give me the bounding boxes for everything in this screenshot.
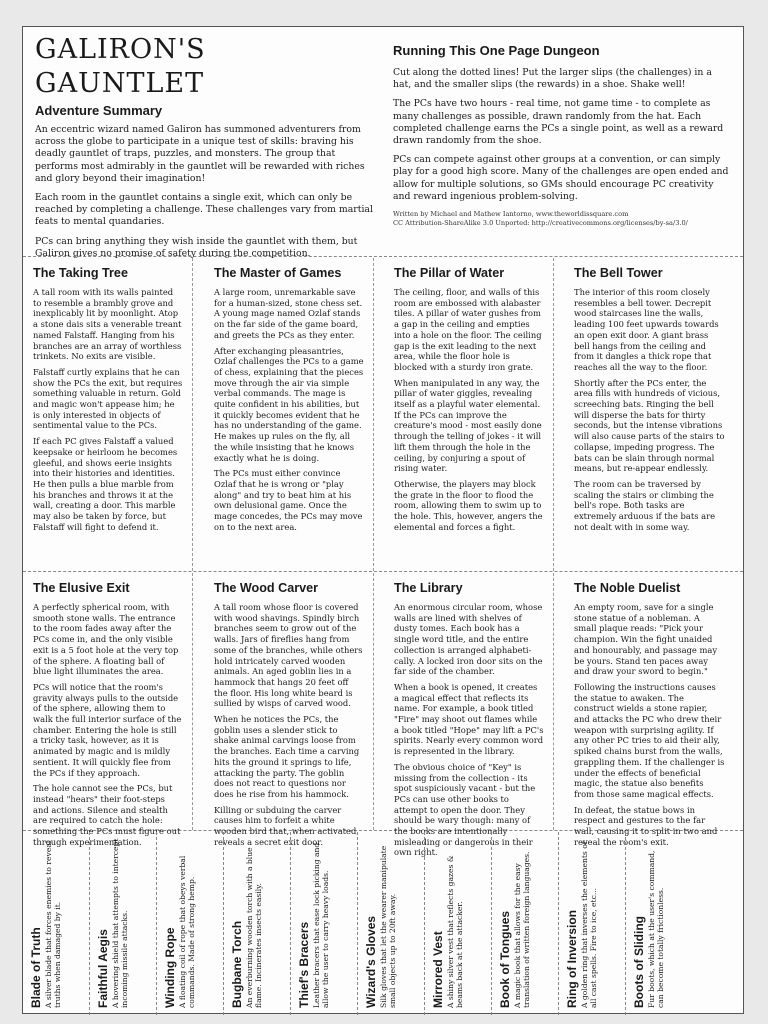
challenge-text: The interior of this room closely resembles a bell tower. Decrepit wood staircases line the walls, leading 100 feet upwards towards an open exit door. A giant brass bell hangs from the ceiling and from it dangles a thick rope that reaches all the way to the floor. — [574, 287, 719, 372]
challenge-text: When a book is opened, it creates a magical effect that reflects its name. For example, a book titled "Fire" may shoot out flames while a book titled "Hope" may lift a PC's spirits. Nearly every common word is represented in the library. — [394, 681, 544, 757]
challenge-card — [564, 258, 734, 571]
challenge-text: The room can be traversed by scaling the stairs or climbing the bell's rope. Both tasks are extremely arduous if the bats are not dealt with in some way. — [574, 478, 716, 532]
reward-description: Silk gloves that let the wearer manipulate small objects up to 20ft away. — [379, 845, 398, 1008]
running-instructions — [393, 33, 733, 227]
running-paragraph: PCs can compete against other groups at a convention, or can simply play for a good high score. Many of the challenges are open ended and allow for multiple solutions, so GMs should encourage PC creativity and reward ingenious problem-solving. — [393, 154, 729, 202]
challenge-text: When he notices the PCs, the goblin uses a slender stick to shake animal carvings loose from the branches. Each time a carving hits the ground it springs to life, attacking the party. The goblin does not react to questions nor does he rise from his hammock. — [214, 714, 360, 799]
reward-slip — [291, 832, 358, 1015]
challenge-title: The Wood Carver — [214, 581, 319, 595]
page-title: GALIRON'S GAUNTLET — [35, 34, 206, 99]
reward-slip — [90, 832, 157, 1015]
challenge-title: The Elusive Exit — [33, 581, 130, 595]
reward-slip — [358, 832, 425, 1015]
reward-description: A hovering shield that attempts to intercept incoming missile attacks. — [111, 838, 130, 1008]
challenge-title: The Taking Tree — [33, 266, 128, 280]
running-paragraph: Cut along the dotted lines! Put the larger slips (the challenges) in a hat, and the smaller slips (the rewards) in a shoe. Shake well! — [393, 67, 712, 91]
challenge-text: The ceiling, floor, and walls of this room are embossed with alabaster tiles. A pillar of water gushes from a gap in the ceiling and empties into a hole on the floor. The ceiling gap is the exit leading to the next area, while the floor hole is blocked with a sturdy iron grate. — [394, 287, 542, 372]
reward-slip-content — [431, 838, 465, 1008]
challenge-title: The Noble Duelist — [574, 581, 681, 595]
reward-slip-content — [632, 838, 666, 1008]
challenge-text: Falstaff curtly explains that he can show the PCs the exit, but requires something valuable in return. Gold and magic won't appease him; he is only interested in objects of sentimental value to the PCs. — [33, 366, 183, 431]
challenge-title: The Bell Tower — [574, 266, 663, 280]
challenge-card — [384, 258, 554, 571]
reward-description: Fur boots, which at the user's command, can become totally frictionless. — [647, 850, 666, 1008]
challenge-card — [204, 573, 374, 847]
reward-slip-content — [565, 838, 599, 1008]
challenge-card — [204, 258, 374, 571]
reward-slip — [224, 832, 291, 1015]
challenge-text: The PCs must either convince Ozlaf that he is wrong or "play along" and try to beat him at his own delusional game. Once the mage concedes, the PCs may move on to the next area. — [214, 468, 363, 532]
reward-name: Winding Rope — [163, 927, 177, 1008]
reward-description: A silver blade that forces enemies to reveal truths when damaged by it. — [44, 840, 63, 1008]
challenge-text: The obvious choice of "Key" is missing from the collection - its spot suspiciously vacant - but the PCs can use other books to attempt to open the door. They should be wary though: many of the books are intentionally misleading or dangerous in their own right. — [394, 761, 536, 858]
header-section — [23, 27, 743, 257]
challenge-card — [384, 573, 554, 858]
reward-name: Book of Tongues — [498, 910, 512, 1008]
reward-name: Thief's Bracers — [297, 921, 311, 1008]
reward-slip — [157, 832, 224, 1015]
reward-slip-content — [163, 838, 197, 1008]
challenge-text: If each PC gives Falstaff a valued keepsake or heirloom he becomes gleeful, and shows eerie insights into their histories and identities. He then pulls a blue marble from his branches and throws it at the wall, creating a door. This marble may also be taken by force, but Falstaff will fight to defend it. — [33, 436, 178, 532]
challenge-text: PCs will notice that the room's gravity always pulls to the outside of the sphere, allowing them to walk the full interior surface of the chamber. Entering the hole is still a tricky task, however, as it is animated by magic and is mildly sentient. It will quickly flee from the PCs if they approach. — [33, 681, 182, 778]
summary-paragraph: An eccentric wizard named Galiron has summoned adventurers from across the globe to participate in a unique test of skills: braving his deadly gauntlet of traps, puzzles, and monsters. The group that performs most admirably in the gauntlet will be rewarded with riches and glory beyond their imagination! — [35, 124, 365, 184]
reward-description: Leather bracers that ease lock picking and allow the user to carry heavy loads. — [312, 842, 331, 1008]
challenge-title: The Master of Games — [214, 266, 342, 280]
reward-slip — [23, 832, 90, 1015]
reward-description: A golden ring that inverses the elements of all cast spells. Fire to ice, etc... — [580, 841, 599, 1008]
challenge-text: An enormous circular room, whose walls are lined with shelves of dusty tomes. Each book has a single word title, and the entire collection is arranged alphabeti-cally. A locked iron door sits on the far side of the chamber. — [394, 602, 543, 677]
author-credit: Written by Michael and Mathew Iantorno, www.theworldissquare.com — [393, 210, 629, 219]
reward-slip-content — [96, 838, 130, 1008]
reward-slip — [492, 832, 559, 1015]
reward-name: Ring of Inversion — [565, 909, 579, 1008]
summary-paragraph: Each room in the gauntlet contains a single exit, which can only be reached by completing a challenge. These challenges vary from martial feats to mental quandaries. — [35, 192, 373, 228]
reward-description: A magic book that allows for the easy translation of written foreign languages. — [513, 851, 532, 1008]
reward-slip-content — [297, 838, 331, 1008]
reward-slip-content — [230, 838, 264, 1008]
challenge-title: The Pillar of Water — [394, 266, 505, 280]
challenge-text: A perfectly spherical room, with smooth stone walls. The entrance to the room fades away after the PCs come in, and the only visible exit is a 5 foot hole at the very top of the sphere. A floating ball of blue light illuminates the area. — [33, 602, 179, 677]
reward-slip — [559, 832, 626, 1015]
adventure-summary — [35, 33, 375, 267]
running-paragraph: The PCs have two hours - real time, not game time - to complete as many challenges as possible, drawn randomly from the hat. Each completed challenge earns the PCs a single point, as well as a reward drawn randomly from the shoe. — [393, 98, 724, 147]
challenge-text: After exchanging pleasantries, Ozlaf challenges the PCs to a game of chess, explaining that the pieces move through the air via simple verbal commands. The mage is quite confident in his abilities, but it quickly becomes evident that he has no understanding of the game. He makes up rules on the fly, all the while insisting that he knows exactly what he is doing. — [214, 345, 364, 463]
challenge-text: Following the instructions causes the statue to awaken. The construct wields a stone rapier, and attacks the PC who drew their weapon with surprising agility. If any other PC tries to aid their ally, spiked chains burst from the walls, grappling them. If the challenger is under the effects of beneficial magic, the statue also benefits from those same magical effects. — [574, 681, 725, 799]
reward-name: Wizard's Gloves — [364, 915, 378, 1008]
reward-name: Mirrored Vest — [431, 931, 445, 1008]
reward-name: Boots of Sliding — [632, 916, 646, 1008]
challenge-card — [23, 573, 193, 847]
challenge-text: An empty room, save for a single stone statue of a nobleman. A small plaque reads: "Pick your champion. Win the fight unaided and honourably, and passage may be yours. Stand ten paces away and draw your sword to begin." — [574, 602, 718, 677]
challenge-text: Killing or subduing the carver causes him to forfeit a white wooden bird that, when activated, reveals a secret exit door. — [214, 804, 359, 847]
reward-name: Faithful Aegis — [96, 929, 110, 1008]
reward-description: A shiny silver vest that reflects gazes & beams back at the attacker. — [446, 855, 465, 1008]
challenge-row-2 — [23, 573, 743, 858]
challenge-card — [564, 573, 734, 847]
summary-heading: Adventure Summary — [35, 103, 163, 118]
summary-paragraph: PCs can bring anything they wish inside the gauntlet with them, but Galiron gives no promise of safety during the competition. — [35, 235, 358, 259]
reward-slip — [626, 832, 745, 1015]
reward-name: Blade of Truth — [29, 927, 43, 1008]
challenge-text: Shortly after the PCs enter, the area fills with hundreds of vicious, screeching bats. Ringing the bell will disperse the bats for thirty seconds, but the intense vibrations will also cause parts of the stairs to collapse, impeding progress. The bats can be slain through normal means, but re-appear endlessly. — [574, 377, 725, 474]
challenge-text: A large room, unremarkable save for a human-sized, stone chess set. A young mage named Ozlaf stands on the far side of the game board, and greets the PCs as they enter. — [214, 287, 363, 340]
challenge-text: When manipulated in any way, the pillar of water giggles, revealing itself as a playful water elemental. If the PCs can improve the creature's mood - most easily done through the telling of jokes - it will lift them through the hole in the ceiling, by conjuring a spout of rising water. — [394, 377, 542, 474]
reward-slip-content — [29, 838, 63, 1008]
challenge-title: The Library — [394, 581, 463, 595]
reward-description: An everburning wooden torch with a blue flame. Incinerates insects easily. — [245, 847, 264, 1008]
challenge-text: Otherwise, the players may block the grate in the floor to flood the room, allowing them to swim up to the hole. This, however, angers the elemental and forces a fight. — [394, 478, 543, 532]
reward-slip-content — [364, 838, 398, 1008]
challenge-card — [23, 258, 193, 571]
challenge-row-1 — [23, 258, 743, 572]
challenge-text: A tall room with its walls painted to resemble a brambly grove and inexplicably lit by moonlight. Atop a stone dais sits a venerable treant named Falstaff. Hanging from his branches are an array of worthless trinkets. No exits are visible. — [33, 287, 182, 362]
dungeon-sheet — [22, 26, 744, 1014]
reward-description: A floating coil of rope that obeys verbal commands. Made of strong hemp. — [178, 855, 197, 1008]
challenge-text: The hole cannot see the PCs, but instead "hears" their foot-steps and actions. Silence and stealth are required to catch the hole: something the PCs must figure out through experimentation. — [33, 783, 181, 847]
license-credit: CC Attribution-ShareAlike 3.0 Unported: http://creativecommons.org/licenses/by-sa/3.0/ — [393, 218, 688, 227]
reward-slips — [23, 832, 743, 1015]
reward-slip-content — [498, 838, 532, 1008]
reward-name: Bugbane Torch — [230, 920, 244, 1008]
challenge-text: In defeat, the statue bows in respect and gestures to the far wall, causing it to split in two and reveal the room's exit. — [574, 804, 718, 847]
reward-slip — [425, 832, 492, 1015]
running-heading: Running This One Page Dungeon — [393, 43, 600, 58]
challenge-text: A tall room whose floor is covered with wood shavings. Spindly birch branches seem to grow out of the walls. Jars of fireflies hang from some of the branches, while others hold intricately carved wooden animals. An aged goblin lies in a hammock that hangs 20 feet off the floor. His long white beard is sullied by wisps of carved wood. — [214, 602, 363, 709]
